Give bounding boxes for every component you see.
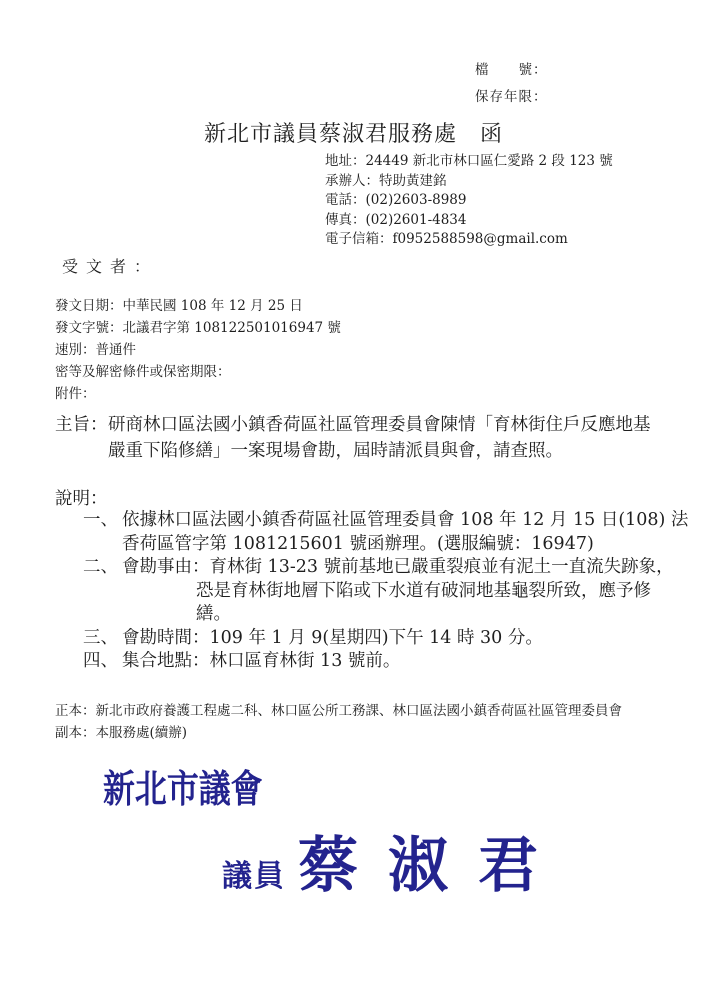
item-line: 繕。 (196, 604, 231, 624)
item-text (122, 556, 674, 627)
issue-date: 發文日期：中華民國 108 年 12 月 25 日 (55, 298, 303, 314)
signature-name: 蔡淑君 (298, 831, 568, 901)
explanation-items (83, 509, 688, 674)
item-line: 會勘時間：109 年 1 月 9(星期四)下午 14 時 30 分。 (122, 627, 543, 648)
retention-period-label: 保存年限： (475, 89, 548, 105)
doc-number: 發文字號：北議君字第 108122501016947 號 (55, 320, 341, 336)
security-classification: 密等及解密條件或保密期限： (55, 364, 231, 380)
item-text (122, 627, 543, 651)
file-header (475, 57, 548, 111)
priority: 速別：普通件 (55, 342, 136, 358)
item-line: 集合地點：林口區育林街 13 號前。 (122, 651, 401, 671)
explanation-label: 說明： (55, 489, 108, 509)
subject-label: 主旨： (55, 415, 108, 435)
item-text (122, 509, 688, 556)
list-item (83, 509, 688, 556)
document-title: 新北市議員蔡淑君服務處 函 (203, 122, 503, 147)
subject-block (55, 412, 651, 464)
item-line: 香荷區管字第 1081215601 號函辦理。(選服編號：16947) (122, 533, 594, 554)
sender-address: 地址：24449 新北市林口區仁愛路 2 段 123 號 (325, 153, 613, 169)
list-item (83, 650, 688, 674)
list-item (83, 627, 688, 651)
subject-text (108, 412, 651, 464)
item-number: 二、 (83, 557, 118, 577)
signature-member-title: 議員 (222, 859, 286, 894)
list-item (83, 556, 688, 627)
file-number-label: 檔 號： (475, 62, 548, 78)
item-number: 三、 (83, 627, 118, 648)
subject-line: 研商林口區法國小鎮香荷區社區管理委員會陳情「育林街住戶反應地基 (108, 415, 651, 435)
item-text (122, 650, 400, 674)
sender-phone: 電話：(02)2603-8989 (325, 192, 467, 208)
item-number: 一、 (83, 510, 118, 530)
item-line: 依據林口區法國小鎮香荷區社區管理委員會 108 年 12 月 15 日(108) 法 (122, 510, 689, 530)
item-line: 會勘事由：育林街 13-23 號前基地已嚴重裂痕並有泥土一直流失跡象， (122, 557, 674, 577)
copies-block (55, 700, 622, 744)
signature-block (222, 818, 568, 904)
sender-email: 電子信箱：f0952588598@gmail.com (325, 231, 568, 247)
carbon-copy-recipients: 副本：本服務處(續辦) (55, 725, 188, 741)
sender-fax: 傳真：(02)2601-4834 (325, 211, 467, 228)
recipient-label: 受文者： (62, 257, 159, 276)
original-copy-recipients: 正本：新北市政府養護工程處二科、林口區公所工務課、林口區法國小鎮香荷區社區管理委員會 (55, 703, 622, 719)
item-number: 四、 (83, 651, 118, 671)
signature-council-name: 新北市議會 (103, 766, 263, 811)
sender-contact-person: 承辦人：特助黃建銘 (325, 172, 447, 189)
subject-line: 嚴重下陷修繕」一案現場會勘，屆時請派員與會，請查照。 (108, 441, 563, 461)
attachment-label: 附件： (55, 386, 96, 402)
sender-info-block (325, 152, 613, 250)
meta-block (55, 295, 341, 405)
item-line: 恐是育林街地層下陷或下水道有破洞地基龜裂所致，應予修 (196, 580, 651, 601)
